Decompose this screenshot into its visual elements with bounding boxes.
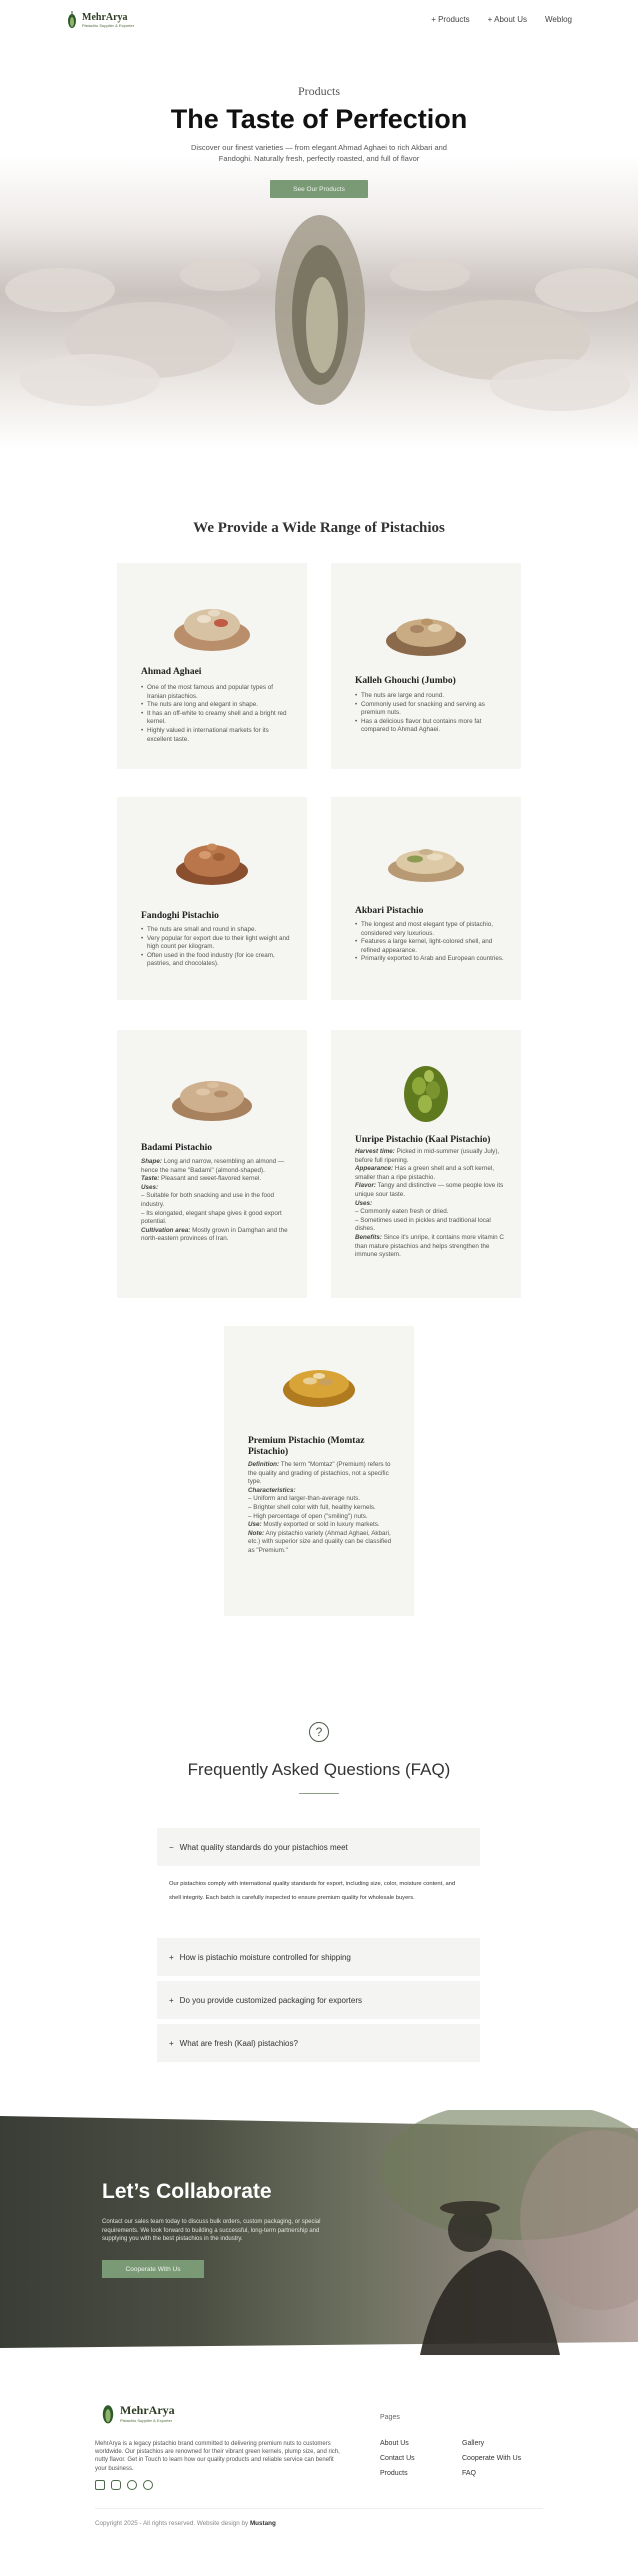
faq-title: Frequently Asked Questions (FAQ) xyxy=(187,1760,451,1779)
product-details xyxy=(141,1158,291,1244)
feature-item: • Often used in the food industry (for ice cream, pastries, and chocolates). xyxy=(141,952,291,969)
pistachio-pile-image xyxy=(169,1070,255,1126)
brand-name: MehrArya xyxy=(82,12,128,23)
faq-question: Do you provide customized packaging for exporters xyxy=(179,1995,362,2005)
pistachio-pile-image xyxy=(169,833,255,889)
faq-question: What quality standards do your pistachios meet xyxy=(179,1842,348,1852)
product-card-kaal xyxy=(331,1030,521,1298)
footer-link-contact-us[interactable]: Contact Us xyxy=(380,2455,415,2462)
faq-answer: Our pistachios comply with international quality standards for export, including size, color, moisture content, and shell integrity. Each batch is carefully inspected to ensure premium quality for wholesale buyers. xyxy=(157,1872,480,1934)
feature-item: • The nuts are large and round. xyxy=(355,692,505,701)
detail-line: Shape: Long and narrow, resembling an almond — hence the name "Badami" (almond-shaped). xyxy=(141,1158,285,1174)
detail-line: – Its elongated, elegant shape gives it good export potential. xyxy=(141,1209,282,1226)
detail-line: Use: Mostly exported or sold in luxury markets. xyxy=(248,1521,380,1529)
designer-link[interactable]: Mustang xyxy=(249,2520,276,2527)
site-header xyxy=(0,0,638,40)
feature-item: • It has an off-white to creamy shell and a bright red kernel. xyxy=(141,710,291,727)
pistachio-hero-image xyxy=(0,40,638,450)
cooperate-button[interactable]: Cooperate With Us xyxy=(102,2260,204,2278)
detail-line: Cultivation area: Mostly grown in Damghan and the north-eastern provinces of Iran. xyxy=(141,1226,288,1243)
product-card-fandoghi xyxy=(117,797,307,1000)
detail-line: Harvest time: Picked in mid-summer (usually July), before full ripening. xyxy=(355,1148,500,1164)
nav-item-products[interactable]: + Products xyxy=(431,15,470,24)
detail-line: Taste: Pleasant and sweet-flavored kernel. xyxy=(141,1175,262,1183)
detail-line: – Brighter shell color with full, healthy kernels. xyxy=(248,1503,376,1511)
pistachio-bowl-image xyxy=(276,1356,362,1412)
feature-item: • The nuts are small and round in shape. xyxy=(141,926,291,935)
whatsapp-icon[interactable] xyxy=(127,2480,137,2490)
footer-link-gallery[interactable]: Gallery xyxy=(462,2440,485,2447)
range-title: We Provide a Wide Range of Pistachios xyxy=(193,520,445,536)
product-name: Ahmad Aghaei xyxy=(141,667,202,677)
detail-line: – High percentage of open ("smiling") nuts. xyxy=(248,1512,368,1520)
plus-icon: + xyxy=(169,1995,174,2005)
detail-line: Uses: xyxy=(141,1183,159,1191)
product-details xyxy=(355,1148,505,1260)
footer-link-faq[interactable]: FAQ xyxy=(462,2470,477,2477)
email-icon[interactable] xyxy=(95,2480,105,2490)
hero-section xyxy=(0,40,638,450)
feature-item: • One of the most famous and popular types of Iranian pistachios. xyxy=(141,684,291,701)
instagram-icon[interactable] xyxy=(111,2480,121,2490)
hero-description: Discover our finest varieties — from elegant Ahmad Aghaei to rich Akbari and Fandoghi. Naturally fresh, perfectly roasted, and full of flavor xyxy=(191,143,447,163)
faq-question: What are fresh (Kaal) pistachios? xyxy=(179,2038,298,2048)
faq-item-packaging[interactable] xyxy=(157,1981,480,2019)
hero-title: The Taste of Perfection xyxy=(170,104,468,134)
detail-line: Flavor: Tangy and distinctive — some people love its unique sour taste. xyxy=(355,1182,504,1198)
plus-icon: + xyxy=(169,1952,174,1962)
feature-item: • Commonly used for snacking and serving as premium nuts. xyxy=(355,701,505,718)
collaborate-text: Contact our sales team today to discuss bulk orders, custom packaging, or special requirements. We look forward to building a successful, long-term partnership and supplying you with the best pistachios in the industry. xyxy=(102,2219,321,2242)
footer-link-cooperate[interactable]: Cooperate With Us xyxy=(462,2455,522,2462)
footer-link-about-us[interactable]: About Us xyxy=(380,2440,409,2447)
feature-item: • The longest and most elegant type of pistachio, considered very luxurious. xyxy=(355,921,505,938)
detail-line: Appearance: Has a green shell and a soft kernel, smaller than a ripe pistachio. xyxy=(355,1165,494,1181)
feature-item: • The nuts are long and elegant in shape. xyxy=(141,701,291,710)
detail-line: – Uniform and larger-than-average nuts. xyxy=(248,1495,361,1503)
brand-logo[interactable] xyxy=(66,10,134,30)
product-card-akbari xyxy=(331,797,521,1000)
product-details xyxy=(248,1461,398,1556)
detail-line: Note: Any pistachio variety (Ahmad Aghaei, Akbari, etc.) with superior size and quality can be classified as "Premium." xyxy=(248,1529,392,1554)
detail-line: – Sometimes used in pickles and traditional local dishes. xyxy=(355,1216,491,1233)
footer-links xyxy=(380,2440,552,2477)
product-name: Akbari Pistachio xyxy=(355,906,424,916)
detail-line: Definition: The term "Momtaz" (Premium) refers to the quality and grading of pistachios, not a specific type. xyxy=(248,1461,391,1486)
product-name: Unripe Pistachio (Kaal Pistachio) xyxy=(355,1135,491,1145)
faq-item-kaal[interactable] xyxy=(157,2024,480,2062)
plus-icon: + xyxy=(169,2038,174,2048)
product-card-ahmad-aghaei xyxy=(117,563,307,769)
detail-line: – Suitable for both snacking and use in the food industry. xyxy=(141,1192,275,1208)
feature-item: • Features a large kernel, light-colored shell, and refined appearance. xyxy=(355,938,505,955)
social-links xyxy=(95,2480,153,2490)
brand-name: MehrArya xyxy=(120,2403,175,2417)
product-card-kalleh-ghouchi xyxy=(331,563,521,769)
pistachio-pile-image xyxy=(383,607,469,663)
product-features xyxy=(141,684,291,744)
detail-line: – Commonly eaten fresh or dried. xyxy=(355,1208,449,1216)
detail-line: Benefits: Since it's unripe, it contains more vitamin C than mature pistachios and helps strengthen the immune system. xyxy=(355,1233,504,1259)
minus-icon: − xyxy=(169,1842,174,1852)
product-features xyxy=(355,692,505,735)
feature-item: • Very popular for export due to their light weight and high count per kilogram. xyxy=(141,935,291,952)
collaborate-section xyxy=(0,2110,638,2355)
product-features xyxy=(141,926,291,969)
feature-item: • Highly valued in international markets for its excellent taste. xyxy=(141,727,291,744)
faq-question: How is pistachio moisture controlled for shipping xyxy=(179,1952,351,1962)
pistachio-leaf-icon xyxy=(100,2400,116,2426)
detail-line: Characteristics: xyxy=(248,1486,296,1494)
product-features xyxy=(355,921,505,964)
footer-link-products[interactable]: Products xyxy=(380,2470,408,2477)
footer-divider xyxy=(95,2508,543,2509)
brand-tagline: Pistachio Supplier & Exporter xyxy=(82,23,135,28)
question-circle-icon: ? xyxy=(309,1722,329,1742)
copyright: Copyright 2025 - All rights reserved. Website design by Mustang xyxy=(95,2520,276,2527)
product-name: Badami Pistachio xyxy=(141,1143,212,1153)
pistachio-leaf-icon xyxy=(66,10,78,30)
faq-divider xyxy=(299,1793,339,1794)
green-pistachio-image xyxy=(383,1058,469,1124)
collaborate-title: Let’s Collaborate xyxy=(102,2180,272,2203)
product-name: Premium Pistachio (Momtaz Pistachio) xyxy=(248,1436,365,1457)
pistachio-pile-image xyxy=(169,599,255,655)
main-nav xyxy=(431,15,572,24)
brand-tagline: Pistachio Supplier & Exporter xyxy=(120,2418,173,2423)
feature-item: • Primarily exported to Arab and European countries. xyxy=(355,955,505,964)
product-name: Kalleh Ghouchi (Jumbo) xyxy=(355,676,456,686)
nav-item-about-us[interactable]: + About Us xyxy=(487,15,528,24)
nav-item-weblog[interactable]: Weblog xyxy=(545,15,572,24)
detail-line: Uses: xyxy=(355,1199,373,1207)
faq-item-quality[interactable] xyxy=(157,1828,480,1866)
footer-logo[interactable] xyxy=(100,2400,175,2426)
hero-subtitle: Products xyxy=(298,84,340,98)
pistachio-pile-image xyxy=(383,837,469,893)
faq-item-moisture[interactable] xyxy=(157,1938,480,1976)
see-products-button[interactable]: See Our Products xyxy=(270,180,368,198)
product-name: Fandoghi Pistachio xyxy=(141,911,219,921)
product-card-badami xyxy=(117,1030,307,1298)
telegram-icon[interactable] xyxy=(143,2480,153,2490)
feature-item: • Has a delicious flavor but contains more fat compared to Ahmad Aghaei. xyxy=(355,718,505,735)
footer-pages-heading: Pages xyxy=(380,2414,400,2421)
footer-description: MehrArya is a legacy pistachio brand committed to delivering premium nuts to customers worldwide. Our pistachios are renowned for their vibrant green kernels, plump size, and rich, nutty flavor. Get in Touch to learn how our quality products and reliable service can benefit your business. xyxy=(95,2441,340,2472)
product-card-momtaz xyxy=(224,1326,414,1616)
